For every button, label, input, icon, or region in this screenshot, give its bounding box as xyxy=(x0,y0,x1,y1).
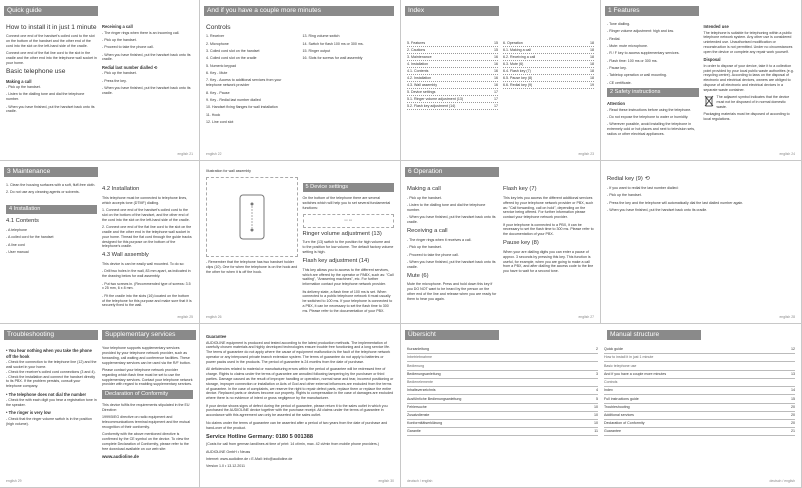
step: 2. Connect one end of the flat line cord to the slot on the cradle and the other end in the telephone wall socket in your home. Thread the flat cord through the guide tracks designed for this purpose on the bottom of the telephone's cradle. xyxy=(102,225,192,249)
index-entry[interactable]: 6.3. Mute (6) 18 xyxy=(503,61,594,68)
paragraph: AUDIOLINE equipment is produced and tested according to the latest production methods. The implementation of carefully chosen materials and highly developed technologies ensure trouble free functioning and a long service life. The terms of guarantee do not apply where the cause of equipment malfunction is the fault of the telephone network operator or any interposed private branch extension system. The terms of guarantee do not apply to batteries or power packs used in the products. The period of guarantee is 24 months from the date of purchase. xyxy=(206,340,391,364)
redial-icon: ⟲ xyxy=(153,64,158,70)
step: - When you have finished, put the handset back onto its cradle. xyxy=(102,52,191,62)
safety-item: - Read these instructions before using the telephone. xyxy=(607,107,692,112)
section-header: And if you have a couple more minutes xyxy=(204,6,394,16)
section-header: 2 Safety instructions xyxy=(607,88,699,97)
overview-entry[interactable]: How to install it in just 1 minute xyxy=(604,354,795,362)
subsection-title: Ringer volume adjustment (13) xyxy=(302,230,382,237)
section-header: Manual structure xyxy=(607,330,701,340)
section-header: Declaration of Conformity xyxy=(102,390,193,399)
overview-entry[interactable]: Controls xyxy=(604,379,795,387)
column-left xyxy=(206,169,298,299)
index-list-right xyxy=(503,40,594,168)
index-entry[interactable]: 4.2. Installation 16 xyxy=(407,75,498,82)
step: - The ringer rings when there is an incoming call. xyxy=(102,30,180,35)
column-right xyxy=(102,22,193,150)
paragraph: Conformity with the above mentioned directive is confirmed by the CE symbol on the device. To view the complete Declaration of Conformity, please refer to the free download available on our web site: xyxy=(102,431,190,451)
page-controls xyxy=(200,0,401,161)
paragraph: The adjacent symbol indicates that the device must not be disposed of in normal domestic waste. xyxy=(716,95,790,109)
page-footer: english 26 xyxy=(206,315,222,320)
overview-entry[interactable]: Bedienung xyxy=(407,362,598,370)
control-item: 13. Ring volume switch xyxy=(302,34,340,39)
paragraph: This device fulfils the requirements stipulated in the EU Directive: xyxy=(102,402,190,412)
page-footer: deutsch / english xyxy=(407,479,433,484)
maintenance-item: 2. Do not use any cleaning agents or solvents. xyxy=(6,190,80,195)
paragraph: No claims under the terms of guarantee can be asserted after a period of two years from the date of purchase and hand-over of the product. xyxy=(206,420,388,430)
section-header: 6 Operation xyxy=(405,167,499,177)
overview-entry[interactable]: Additional services 20 xyxy=(604,412,795,420)
overview-entry[interactable]: Troubleshooting 20 xyxy=(604,404,795,412)
question: • The telephone does not dial the number xyxy=(6,391,87,397)
step: - Fit the cradle into the slots (16) located on the bottom of the telephone for this purpose and make sure that it is securely fixed to the wall. xyxy=(102,293,192,308)
control-item: 5. Numeric keypad xyxy=(206,63,236,68)
wall-assembly-illustration xyxy=(206,177,298,257)
overview-entry[interactable]: Bedienelemente xyxy=(407,379,598,387)
index-entry[interactable]: 6.5. Pause key (8) 18 xyxy=(503,75,594,82)
subsection-title: 4.1 Contents xyxy=(6,218,39,225)
subheading: Intended use xyxy=(703,24,729,29)
index-entry[interactable]: 4.3. Wall assembly 16 xyxy=(407,82,498,89)
paragraph: The telephone is suitable for telephoning within a public telephone network system. Any other use is considered unintended use. Unauthorised modification or reconstruction is not permitted. Under no circumstances open the device or complete any repair work yourself. xyxy=(703,30,793,54)
overview-entry[interactable]: Bedienungsanleitung 3 xyxy=(407,371,598,379)
feature-item: - Pause key. xyxy=(607,66,627,71)
feature-item: - Redial. xyxy=(607,36,621,41)
paragraph: This key lets you access the different additional services offered by your telephone network provider or PBX, such as: "Call forwarding, call on hold", depending on the service being offered. For further information please contact your telephone network provider. xyxy=(503,195,594,220)
page-footer: english 28 xyxy=(779,315,795,320)
service-hotline: Service Hotline Germany: 0180 5 001388 xyxy=(206,434,313,441)
paragraph: Connect one end of the flat line cord to the slot in the cradle and the other end into the telephone wall socket in your home. xyxy=(6,51,97,65)
paragraph: Its delivery state, a flash time of 100 ms is set. When connected to a public telephone network it must usually be switched to 100 ms. If your telephone is connected to a PBX, it can be necessary to set the flash time to 300 ms. Please refer to the documentation of your PBX. xyxy=(302,289,393,313)
column-left xyxy=(607,22,699,150)
control-item: 16. Slots for screws for wall assembly xyxy=(302,56,363,61)
subsection-title: 4.2 Installation xyxy=(102,186,140,192)
section-header: Supplementary services xyxy=(102,330,196,340)
column-left xyxy=(6,346,97,477)
step: - Listen to the dialling tone and dial the telephone number. xyxy=(6,92,85,102)
step: - Pick up the handset. xyxy=(102,71,137,76)
index-entry[interactable]: 6.2. Receiving a call 18 xyxy=(503,54,594,61)
control-item: 15. Ringer output xyxy=(302,48,331,53)
paragraph: 1999/5/EG directive on radio equipment and telecommunications terminal equipment and the mutual recognition of their conformity. xyxy=(102,414,191,429)
page-title: How to install it in just 1 minute xyxy=(6,24,97,31)
answer: - Check the connection to the telephone line (12) and the wall socket in your home. - Check the receiver's coiled cord connections (3 and 4). - Check the installation and connect the handset directly to its PBX. If the problem persists, consult your telephone company. xyxy=(6,360,97,389)
overview-entry[interactable]: Zusatzdienste 10 xyxy=(407,412,598,420)
hotline-note: (Costs for call from german landlines at time of print: 14 ct/min, max. 42 ct/min from mobile phone providers.) xyxy=(206,441,379,446)
index-entry[interactable]: 4. Installation 16 xyxy=(407,61,498,68)
control-item: 4. Coiled cord slot on the cradle xyxy=(206,56,257,61)
question: • The ringer is very low xyxy=(6,410,51,416)
index-entry[interactable]: 2. Cautions 15 xyxy=(407,47,498,54)
contents-item: - User manual xyxy=(6,250,29,255)
website-link[interactable]: www.audioline.de xyxy=(102,454,139,460)
control-item: 9. Key - Redial last number dialled xyxy=(206,97,261,102)
step: - When you have finished, put the handset back onto its cradle. xyxy=(6,104,95,114)
page-footer: english 25 xyxy=(177,315,193,320)
column-right xyxy=(704,22,796,150)
overview-entry[interactable]: Kurzanleitung 2 xyxy=(407,346,598,354)
paragraph: - Remember that the telephone has two handset holder clips (10). One for when the telephone is on the hook and the other for when it is off the hook. xyxy=(206,259,298,274)
section-header: Übersicht xyxy=(405,330,499,340)
version-info: Version 1.0 • 13.12.2011 xyxy=(206,464,245,469)
section-header: Index xyxy=(405,6,499,16)
subheading: Redial last number dialled ⟲ xyxy=(102,64,158,70)
index-entry[interactable]: 4.1. Contents 16 xyxy=(407,68,498,75)
overview-entry[interactable]: Basic telephone use xyxy=(604,362,795,370)
overview-entry[interactable]: Full instructions guide 15 xyxy=(604,395,795,403)
subsection-title: Pause key (8) xyxy=(503,240,539,247)
page-redial xyxy=(601,161,802,324)
index-entry[interactable]: 5.2. Flash key adjustment (14) 17 xyxy=(407,103,498,110)
paragraph: In order to dispose of your device, take it to a collection point provided by your local public waste authorities (e.g. recycling centre). According to laws on the disposal of electronic and electrical devices, owners are obliged to dispose of all electronic and electrical devices in a separate waste container. xyxy=(703,63,794,92)
index-entry[interactable]: 5. Features 15 xyxy=(407,40,498,47)
overview-entry[interactable]: Konformitätserklärung 10 xyxy=(407,420,598,428)
control-item: 11. Hook xyxy=(206,112,221,117)
column-right xyxy=(503,183,594,313)
page-footer: english 22 xyxy=(206,152,222,157)
feature-item: - Flash time: 100 ms or 300 ms. xyxy=(607,58,658,63)
overview-entry[interactable]: Ausführliche Bedienungsanleitung 5 xyxy=(407,395,598,403)
feature-item: - Tone dialling. xyxy=(607,22,631,26)
control-item: 1. Receiver xyxy=(206,34,225,39)
column-left xyxy=(6,22,97,150)
overview-entry[interactable]: Declaration of Conformity 20 xyxy=(604,420,795,428)
feature-item: - R / F key to access supplementary services. xyxy=(607,51,680,56)
feature-item: - Mute: mute microphone. xyxy=(607,44,648,49)
index-entry[interactable]: 6.1. Making a call 18 xyxy=(503,47,594,54)
subsection-title: Flash key (7) xyxy=(503,186,537,192)
company-web[interactable]: Internet: www.audioline.de • E-Mail: info@audioline.de xyxy=(206,457,293,462)
page-footer: english 23 xyxy=(578,152,594,157)
contents-item: - A telephone xyxy=(6,228,27,232)
paragraph: Please contact your telephone network provider regarding which flash time must be set to use the supplementary services. Contact your telephone network provider with regard to enabling supplementary services. xyxy=(102,367,193,387)
paragraph: Packaging materials must be disposed of according to local regulations. xyxy=(703,112,790,122)
subsection-title: Redial key (9) ⟲ xyxy=(607,176,650,182)
controls-list-left xyxy=(206,34,298,162)
control-item: 10. Handset fixing flanges for wall installation xyxy=(206,105,278,110)
step: - Proceed to take the phone call. xyxy=(102,45,154,50)
subtitle: Basic telephone use xyxy=(6,68,66,76)
safety-item: - Wherever possible, avoid installing the telephone in extremely cold or hot places and next to television sets, radios or other electrical appliances. xyxy=(607,122,696,136)
index-entry[interactable]: 6. Operation 18 xyxy=(503,40,594,47)
paragraph: If your device shows signs of defect during the period of guarantee, please return it to the sales outlet in which you purchased the AUDIOLINE device together with the purchase receipt. All claims under the terms of guarantee in accordance with this agreement can only be asserted at the sales outlet. xyxy=(206,403,388,418)
page-guarantee xyxy=(200,324,401,488)
paragraph: On the bottom of the telephone there are several switches which will help you to set several fundamental functions: xyxy=(302,196,391,210)
step: - Listen to the dialling tone and dial the telephone number. xyxy=(407,203,486,212)
overview-entry[interactable]: And if you have a couple more minutes 13 xyxy=(604,371,795,379)
section-header: Quick guide xyxy=(4,6,98,16)
paragraph: Mute the microphone. Press and hold down this key if you DO NOT want to be heard by the person on the other end of the line and release when you are ready for them to hear you again. xyxy=(407,282,497,301)
page-troubleshooting xyxy=(0,324,200,488)
question: • You hear nothing when you take the phone off the hook xyxy=(6,348,92,359)
control-item: 2. Microphone xyxy=(206,41,229,46)
wall-mount-icon xyxy=(237,192,267,242)
subsection-title: Mute (6) xyxy=(407,272,429,279)
overview-list-de xyxy=(407,346,598,436)
answer: - Check that the ringer volume switch is in the position (high volume). xyxy=(6,416,92,426)
paragraph: Connect one end of the handset's coiled cord to the slot on the bottom of the handset and the other end of the cord into the slot on the left-hand side of the cradle. xyxy=(6,34,95,48)
column-right xyxy=(102,183,193,313)
page-overview xyxy=(401,324,802,488)
section-header: 5 Device settings xyxy=(303,183,395,192)
feature-item: - Tabletop operation or wall mounting. xyxy=(607,73,667,78)
subheading: Disposal xyxy=(703,57,721,63)
overview-entry[interactable]: Quick guide 12 xyxy=(604,346,795,354)
paragraph: When your are dialling digits you can enter a pause of approx. 3 seconds by pressing this key. This function is useful, for example, when you are going to make a call from a PBX, and after dialling the access code to the line you have to wait for a second tone. xyxy=(503,249,594,274)
section-header: 1 Features xyxy=(605,6,699,16)
maintenance-item: 1. Clean the housing surfaces with a soft, fluff-free cloth. xyxy=(6,183,96,187)
index-entry[interactable]: 5.1. Ringer volume adjustment (13) 17 xyxy=(407,96,498,103)
step: - When you have finished, put the handset back onto its cradle. xyxy=(102,85,191,95)
contents-item: - A coiled cord for the handset xyxy=(6,235,54,240)
page-footer: deutsch / english xyxy=(769,479,795,484)
column-right xyxy=(302,183,395,313)
step: - When you have finished, put the handset back onto its cradle. xyxy=(407,259,496,269)
step: - Put two screws in. (Recommended type of screws: 3.5 x 25 mm, 6 x 8 mm. xyxy=(102,281,191,291)
step: - The ringer rings when it receives a call. xyxy=(407,237,472,242)
paragraph: This device is can be easily wall mounted. To do so: xyxy=(102,262,185,267)
switch-illustration xyxy=(303,214,395,228)
page-footer: english 30 xyxy=(378,479,394,484)
overview-entry[interactable]: Inbetriebnahme xyxy=(407,354,598,362)
step: 1. Connect one end of the handset's coiled cord to the slot on the bottom of the handset, and the other end of the cord into the slot on the left-hand side of the cradle. xyxy=(102,208,190,222)
page-index xyxy=(401,0,601,161)
step: - Press the key. xyxy=(102,78,127,83)
subsection-title: Making a call xyxy=(407,186,441,192)
subheading: Receiving a call xyxy=(102,24,133,29)
control-item: 7. Key - Access to additional services from your telephone network provider xyxy=(206,78,282,88)
column-left xyxy=(6,183,97,313)
bin-icon xyxy=(704,95,714,107)
illustration-caption: Illustration for wall assembly xyxy=(206,169,251,173)
page-features xyxy=(601,0,802,161)
section-header: 3 Maintenance xyxy=(4,167,98,177)
subsection-title: Flash key adjustment (14) xyxy=(302,257,370,264)
column-full xyxy=(607,173,795,303)
step: - Press the key and the telephone will automatically dial the last dialled number again. xyxy=(607,200,744,205)
subheading: Attention xyxy=(607,101,625,107)
column-right xyxy=(102,346,193,477)
page-footer: english 21 xyxy=(177,152,193,157)
step: - If you want to redial the last number dialled: xyxy=(607,185,679,190)
redial-icon: ⟲ xyxy=(644,176,650,182)
step: - Pick up the handset. xyxy=(102,37,137,42)
feature-item: - CE certificate. xyxy=(607,80,632,85)
feature-item: - Ringer volume adjustment: high and low. xyxy=(607,29,674,34)
index-entry[interactable]: 6.4. Flash key (7) 18 xyxy=(503,68,594,75)
switch-icon: ▭ ▭ xyxy=(344,218,353,223)
overview-list-en xyxy=(604,346,795,436)
step: - Proceed to take the phone call. xyxy=(407,252,459,257)
contents-item: - A line cord xyxy=(6,242,25,247)
paragraph: Your telephone supports supplementary services provided by your telephone network provider, such as forwarding, call waiting and conference facilities. These supplementary services can be used via the R/F button. xyxy=(102,346,191,365)
index-entry[interactable]: 5. Device settings 17 xyxy=(407,89,498,96)
controls-list-right xyxy=(303,34,395,162)
overview-entry[interactable]: Index 14 xyxy=(604,387,795,395)
subheading: Guarantee xyxy=(206,334,227,339)
overview-entry[interactable]: Inhaltsverzeichnis 4 xyxy=(407,387,598,395)
page-title: Controls xyxy=(206,24,231,31)
page-installation xyxy=(0,161,200,324)
subheading: Making a call xyxy=(6,78,32,84)
company-name: AUDIOLINE GmbH • Neuss xyxy=(206,449,251,454)
step: - Drill two holes in the wall, 83 mm apart, as indicated in the drawing below for wall assembly. xyxy=(102,269,191,279)
step: - When you have finished, put the handset back onto its cradle. xyxy=(607,207,708,212)
section-header: 4 Installation xyxy=(6,205,97,214)
page-device-settings xyxy=(200,161,401,324)
control-item: 3. Coiled cord slot on the handset xyxy=(206,48,260,53)
step: - Pick up the handset. xyxy=(407,195,442,200)
section-header: Troubleshooting xyxy=(4,330,98,340)
step: - When you have finished, put the handset back onto its cradle. xyxy=(407,215,496,225)
index-entry[interactable]: 3. Maintenance 16 xyxy=(407,54,498,61)
subsection-title: 4.3 Wall assembly xyxy=(102,252,149,259)
control-item: 14. Switch for flash 100 ms or 300 ms. xyxy=(302,41,364,46)
paragraph: Turn the (13) switch to the position for high volume and to the position for low volume. The default factory volume setting is high. xyxy=(302,240,394,255)
safety-item: - Do not expose the telephone to water or humidity. xyxy=(607,114,689,119)
page-operation xyxy=(401,161,601,324)
paragraph: All deficiencies related to material or manufacturing errors within the period of guarantee will be redressed free of charge. Rights to claims under the terms of guarantee are annulled following tampering by the purchaser or third parties. Damage caused as the result of improper handling or operation, normal wear and tear, incorrect positioning or storage, improper connection or installation or Acts of God and other external influences are excluded from the terms of guarantee. In the case of complaints, we reserve the right to repair defect parts, replace them or replace the entire device. Replaced parts or devices become our property. Rights to compensation in the case of damages are excluded where there is no evidence of intent or gross negligence by the manufacturer. xyxy=(206,367,394,401)
page-quick-guide xyxy=(0,0,200,161)
overview-entry[interactable]: Guarantee 21 xyxy=(604,428,795,436)
page-footer: english 29 xyxy=(6,479,22,484)
paragraph: This key allows you to access to the different services, which are offered by the operator or PABX, such as: "Call waiting", "Answering machines", etc. For further information contact your telephone network provider. xyxy=(302,267,394,287)
paragraph: If your telephone is connected to a PBX, it can be necessary to set the flash time to 300 ms. Please refer to the documentation of your PBX. xyxy=(503,222,594,237)
step: - Pick up the handset. xyxy=(607,193,642,198)
page-footer: english 27 xyxy=(578,315,594,320)
column-left xyxy=(407,183,498,313)
answer: - Check the with each digit you hear a registration tone in the speaker. xyxy=(6,398,97,407)
subsection-title: Receiving a call xyxy=(407,228,448,235)
paragraph: This telephone must be connected to telephone lines, which accepts tone (DTMF) dialling. xyxy=(102,195,188,205)
step: - Pick up the handset. xyxy=(6,85,41,90)
overview-entry[interactable]: Fehlersuche 10 xyxy=(407,404,598,412)
control-item: 6. Key - Mute xyxy=(206,70,228,75)
overview-entry[interactable]: Garantie 11 xyxy=(407,428,598,436)
control-item: 8. Key - Pause xyxy=(206,90,230,95)
index-list-left xyxy=(407,40,498,168)
step: - Pick up the handset. xyxy=(407,245,442,250)
index-entry[interactable]: 6.6. Redial key (9) 19 xyxy=(503,82,594,89)
page-footer: english 24 xyxy=(779,152,795,157)
control-item: 12. Line cord slot xyxy=(206,119,234,124)
